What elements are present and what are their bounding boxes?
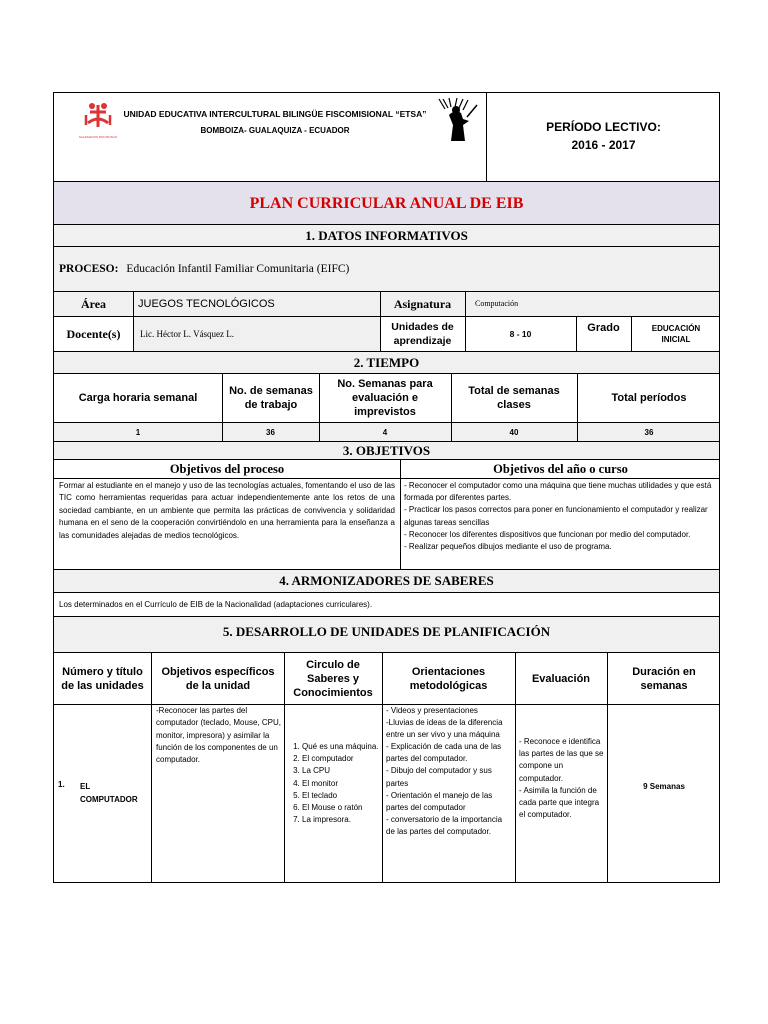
saber-item: 4. El monitor bbox=[302, 778, 380, 790]
objetivo-curso-item: - Reconocer los diferentes dispositivos que funcionan por medio del computador. bbox=[404, 529, 691, 539]
document-page bbox=[53, 92, 720, 883]
docente-value: Lic. Héctor L. Vásquez L. bbox=[140, 329, 235, 339]
unit-title: EL COMPUTADOR bbox=[80, 782, 138, 804]
tiempo-header-total-semanas: Total de semanas clases bbox=[468, 385, 560, 411]
unit-evaluacion-list bbox=[519, 736, 605, 821]
area-label: Área bbox=[80, 296, 107, 311]
evaluacion-item: - Reconoce e identifica las partes de las que se compone un computador. bbox=[519, 737, 604, 783]
unit-orientaciones-list bbox=[386, 705, 513, 838]
unidades-header-evaluacion: Evaluación bbox=[531, 672, 591, 685]
tiempo-header-carga: Carga horaria semanal bbox=[78, 392, 198, 404]
area-value: JUEGOS TECNOLÓGICOS bbox=[138, 298, 275, 310]
objetivo-curso-item: - Realizar pequeños dibujos mediante el uso de programa. bbox=[404, 542, 612, 552]
asignatura-label: Asignatura bbox=[393, 296, 452, 311]
tiempo-header-semanas: No. de semanas de trabajo bbox=[229, 385, 313, 411]
objetivos-proceso-heading: Objetivos del proceso bbox=[169, 461, 285, 476]
logo-caption: SALESIANOS DON BOSCO bbox=[78, 135, 118, 139]
proceso-row bbox=[59, 247, 659, 291]
objetivos-curso-list bbox=[404, 480, 718, 553]
grado-label: Grado bbox=[587, 322, 620, 334]
unit-objetivos: -Reconocer las partes del computador (teclado, Mouse, CPU, monitor, impresora) y asimilar la función de los componentes de un computador. bbox=[156, 706, 281, 765]
school-name: UNIDAD EDUCATIVA INTERCULTURAL BILINGÜE FISCOMISIONAL “ETSA” bbox=[123, 109, 427, 119]
page-title: PLAN CURRICULAR ANUAL DE EIB bbox=[249, 195, 524, 212]
tiempo-value-semanas: 36 bbox=[266, 427, 275, 437]
grado-value: EDUCACIÓN INICIAL bbox=[651, 324, 701, 344]
evaluacion-item: - Asimila la función de cada parte que integra el computador. bbox=[519, 785, 600, 820]
objetivo-curso-item: - Practicar los pasos correctos para poner en funcionamiento el computador y realizar algunas tareas sencillas bbox=[404, 505, 708, 527]
objetivo-curso-item: - Reconocer el computador como una máquina que tiene muchas utilidades y que está formada por diferentes partes. bbox=[404, 481, 712, 503]
salesian-logo bbox=[82, 101, 114, 135]
etsa-emblem bbox=[437, 97, 481, 143]
proceso-value: Educación Infantil Familiar Comunitaria (EIFC) bbox=[126, 263, 350, 275]
unidades-header-duracion: Duración en semanas bbox=[632, 665, 696, 692]
unit-number: 1. bbox=[58, 780, 65, 789]
section-1-heading: 1. DATOS INFORMATIVOS bbox=[305, 227, 468, 243]
unidades-header-saberes: Circulo de Saberes y Conocimientos bbox=[293, 658, 373, 699]
unidades-header-numero: Número y título de las unidades bbox=[61, 665, 144, 692]
orientacion-item: -Lluvias de ideas de la diferencia entre un ser vivo y una máquina bbox=[386, 718, 503, 740]
saber-item: 6. El Mouse o ratón bbox=[302, 802, 380, 814]
tiempo-value-total-semanas: 40 bbox=[509, 427, 519, 437]
unit-saberes-list bbox=[288, 741, 380, 826]
saber-item: 5. El teclado bbox=[302, 790, 380, 802]
tiempo-value-evaluacion: 4 bbox=[382, 427, 388, 437]
school-location: BOMBOIZA- GUALAQUIZA - ECUADOR bbox=[200, 125, 350, 135]
saber-item: 1. Qué es una máquina. bbox=[302, 741, 380, 753]
orientacion-item: - conversatorio de la importancia de las partes del computador. bbox=[386, 814, 503, 836]
unidades-header-orientaciones: Orientaciones metodológicas bbox=[409, 665, 488, 692]
proceso-label: PROCESO: bbox=[59, 263, 119, 275]
section-4-heading: 4. ARMONIZADORES DE SABERES bbox=[279, 573, 494, 588]
saber-item: 3. La CPU bbox=[302, 765, 380, 777]
asignatura-value: Computación bbox=[475, 298, 519, 308]
saber-item: 7. La impresora. bbox=[302, 814, 380, 826]
objetivos-proceso-text: Formar al estudiante en el manejo y uso de las tecnologías actuales, fomentando el uso de las TIC como herramientas requeridas para actuar independientemente ante los retos de una sociedad cambiante, en un ambiente que permita las prácticas de convivencia y solidaridad humana en el seno de la cooperación convirtiéndolo en una herramienta para la enseñanza a las comunidades alejadas de medios tecnológicos. bbox=[59, 481, 395, 540]
unit-duracion: 9 Semanas bbox=[643, 781, 685, 791]
period-value: 2016 - 2017 bbox=[571, 138, 636, 152]
unidades-label: Unidades de aprendizaje bbox=[391, 321, 454, 347]
tiempo-header-evaluacion: No. Semanas para evaluación e imprevistos bbox=[337, 378, 433, 418]
tiempo-header-total-periodos: Total períodos bbox=[611, 392, 687, 404]
objetivos-curso-heading: Objetivos del año o curso bbox=[493, 461, 628, 476]
section-2-heading: 2. TIEMPO bbox=[353, 354, 420, 370]
section-5-heading: 5. DESARROLLO DE UNIDADES DE PLANIFICACIÓN bbox=[222, 624, 551, 639]
armonizadores-text: Los determinados en el Currículo de EIB de la Nacionalidad (adaptaciones curriculares). bbox=[59, 600, 373, 609]
orientacion-item: - Videos y presentaciones bbox=[386, 706, 478, 715]
section-3-heading: 3. OBJETIVOS bbox=[342, 442, 431, 458]
tiempo-value-carga: 1 bbox=[135, 427, 141, 437]
orientacion-item: - Explicación de cada una de las partes del computador. bbox=[386, 742, 502, 764]
period-label: PERÍODO LECTIVO: bbox=[546, 120, 661, 134]
docente-label: Docente(s) bbox=[66, 326, 121, 341]
tiempo-value-total-periodos: 36 bbox=[644, 427, 654, 437]
saber-item: 2. El computador bbox=[302, 753, 380, 765]
orientacion-item: - Dibujo del computador y sus partes bbox=[386, 766, 492, 788]
unidades-header-objetivos: Objetivos específicos de la unidad bbox=[161, 665, 275, 692]
orientacion-item: - Orientación el manejo de las partes del computador bbox=[386, 790, 493, 812]
unidades-value: 8 - 10 bbox=[509, 329, 532, 339]
